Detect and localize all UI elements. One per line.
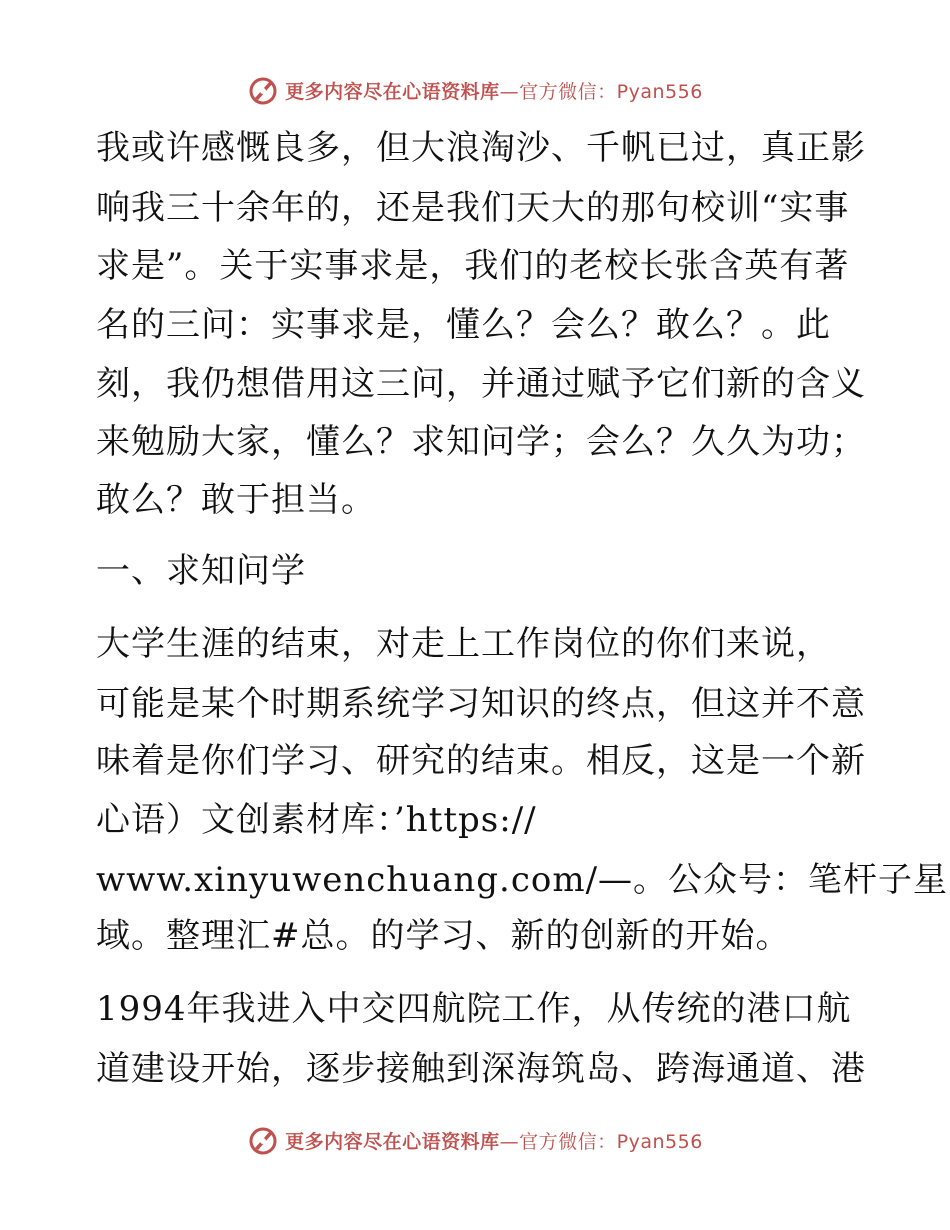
text-line: 味着是你们学习、研究的结束。相反，这是一个新: [96, 741, 866, 781]
text-line: 来勉励大家，懂么？求知问学；会么？久久为功；: [96, 422, 866, 462]
text-line: 大学生涯的结束，对走上工作岗位的你们来说，: [96, 624, 831, 664]
text-line: 刻，我仍想借用这三问，并通过赋予它们新的含义: [96, 364, 866, 404]
text-line: 道建设开始，逐步接触到深海筑岛、跨海通道、港: [96, 1049, 866, 1089]
header-banner: [0, 72, 950, 108]
footer-banner-title: 更多内容尽在心语资料库: [285, 1130, 500, 1153]
text-line: 敢么？敢于担当。: [96, 480, 376, 520]
text-line: 1994年我进入中交四航院工作，从传统的港口航: [96, 989, 852, 1029]
text-line: 域。整理汇#总。的学习、新的创新的开始。: [96, 916, 791, 956]
text-line: www.xinyuwenchuang.com/—。公众号：笔杆子星: [96, 860, 949, 900]
text-line: 可能是某个时期系统学习知识的终点，但这并不意: [96, 684, 866, 724]
text-line: 我或许感慨良多，但大浪淘沙、千帆已过，真正影: [96, 128, 866, 168]
quill-logo-icon: [247, 1124, 279, 1156]
header-banner-wechat: —官方微信：Pyan556: [499, 80, 703, 103]
quill-logo-icon: [247, 74, 279, 106]
footer-banner-wechat: —官方微信：Pyan556: [499, 1130, 703, 1153]
text-line: 求是”。关于实事求是，我们的老校长张含英有著: [96, 246, 850, 286]
header-banner-title: 更多内容尽在心语资料库: [285, 80, 500, 103]
footer-banner: [0, 1122, 950, 1158]
section-heading: 一、求知问学: [96, 551, 306, 591]
text-line: 名的三问：实事求是，懂么？会么？敢么？。此: [96, 305, 831, 345]
text-line: 响我三十余年的，还是我们天大的那句校训“实事: [96, 188, 850, 228]
text-line: 心语）文创素材库：’https://: [96, 800, 537, 840]
